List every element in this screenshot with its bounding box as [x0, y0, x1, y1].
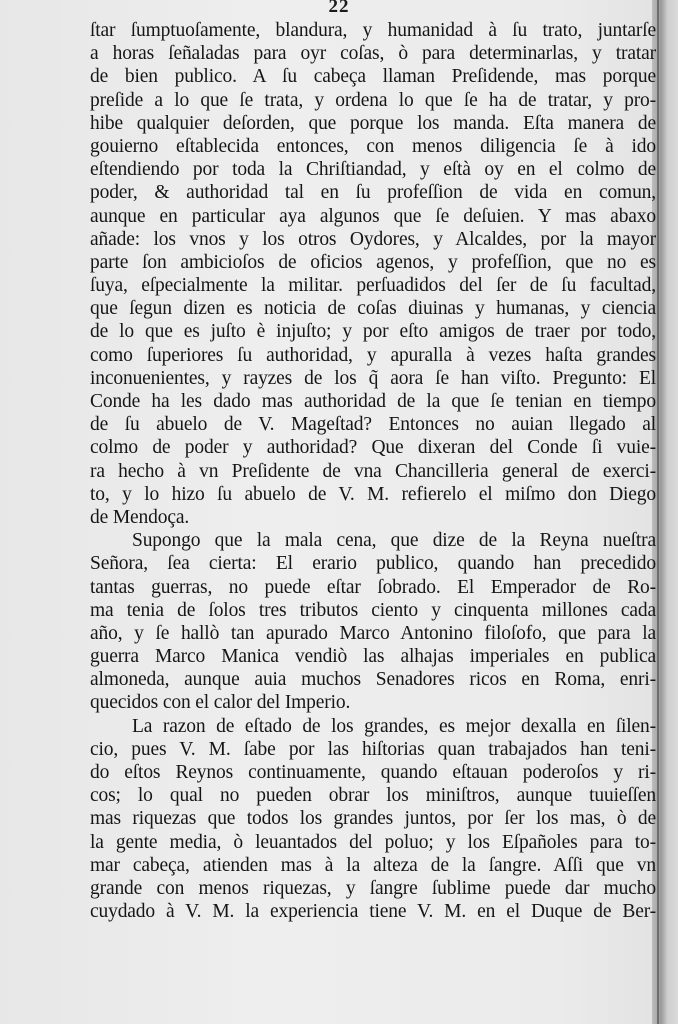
text-line: de ſu abuelo de V. Mageſtad? Entonces no auian llegado al [90, 414, 656, 436]
text-line: mas riquezas que todos los grandes juntos, por ſer los mas, ò de [90, 808, 656, 830]
text-line: a horas ſeñaladas para oyr coſas, ò para determinarlas, y tratar [90, 43, 656, 65]
page-number: 22 [328, 0, 350, 17]
text-line: la gente media, ò leuantados del poluo; y los Eſpañoles para to- [90, 831, 656, 853]
text-line-paragraph-end: de Mendoça. [90, 506, 190, 528]
text-line: año, y ſe hallò tan apurado Marco Antonino filoſofo, que para la [90, 622, 656, 644]
text-line-paragraph-end: quecidos con el calor del Imperio. [90, 692, 351, 714]
text-line: colmo de poder y authoridad? Que dixeran del Conde ſi vuie- [90, 437, 656, 459]
text-line: ma tenia de ſolos tres tributos ciento y cinquenta millones cada [90, 599, 656, 621]
body-text [90, 19, 656, 923]
text-line: poder, & authoridad tal en ſu profeſſion de vida en comun, [90, 182, 656, 204]
text-line: cio, pues V. M. ſabe por las hiſtorias quan trabajados han teni- [90, 738, 656, 760]
text-line: guerra Marco Manica vendiò las alhajas imperiales en publica [90, 646, 656, 668]
text-line: do eſtos Reynos continuamente, quando eſtauan poderoſos y ri- [90, 762, 656, 783]
text-line: que ſegun dizen es noticia de coſas diuinas y humanas, y ciencia [90, 298, 656, 320]
text-line: de lo que es juſto è injuſto; y por eſto amigos de traer por todo, [90, 321, 656, 343]
binding-line [657, 0, 659, 1024]
text-line: ſuya, eſpecialmente la militar. perſuadidos del ſer de ſu facultad, [90, 275, 656, 297]
text-line: inconuenientes, y rayzes de los q̃ aora ſe han viſto. Pregunto: El [90, 367, 656, 389]
text-line: ſtar ſumptuoſamente, blandura, y humanidad à ſu trato, juntarſe [90, 20, 656, 41]
text-line: Conde ha les dado mas authoridad de la que ſe tenian en tiempo [90, 391, 656, 412]
text-line: Señora, ſea cierta: El erario publico, quando han precedido [90, 553, 656, 575]
text-line-paragraph-start: La razon de eſtado de los grandes, es mejor dexalla en ſilen- [132, 715, 656, 737]
text-line: almoneda, aunque auia muchos Senadores ricos en Roma, enri- [90, 669, 656, 691]
text-line: cos; lo qual no pueden obrar los miniſtros, aunque tuuieſſen [90, 785, 656, 807]
text-line: to, y lo hizo ſu abuelo de V. M. refierelo el miſmo don Diego [90, 483, 656, 505]
text-line: hibe qualquier deſorden, que porque los manda. Eſta manera de [90, 112, 656, 134]
text-line: gouierno eſtablecida entonces, con menos diligencia ſe à ido [90, 135, 656, 157]
text-line: grande con menos riquezas, y ſangre ſublime puede dar mucho [90, 877, 656, 899]
text-line-paragraph-start: Supongo que la mala cena, que dize de la Reyna nueſtra [132, 530, 656, 552]
text-line: eſtendiendo por toda la Chriſtiandad, y eſtà oy en el colmo de [90, 159, 656, 181]
text-line: de bien publico. A ſu cabeça llaman Preſidende, mas porque [90, 66, 656, 88]
text-line: como ſuperiores ſu authoridad, y apuralla à vezes haſta grandes [90, 344, 656, 366]
text-line: añade: los vnos y los otros Oydores, y Alcaldes, por la mayor [90, 228, 656, 250]
text-line: tantas guerras, no puede eſtar ſobrado. El Emperador de Ro- [90, 576, 656, 598]
text-line: aunque en particular aya algunos que ſe deſuien. Y mas abaxo [90, 205, 656, 227]
text-line: parte ſon ambicioſos de oficios agenos, y profeſſion, que no es [90, 251, 656, 273]
text-line: cuydado à V. M. la experiencia tiene V. M. en el Duque de Ber- [90, 901, 656, 923]
text-line: mar cabeça, atienden mas à la alteza de la ſangre. Aſſi que vn [90, 854, 656, 876]
text-line: preſide a lo que ſe trata, y ordena lo que ſe ha de tratar, y pro- [90, 89, 656, 111]
text-line: ra hecho à vn Preſidente de vna Chancilleria general de exerci- [90, 460, 656, 482]
